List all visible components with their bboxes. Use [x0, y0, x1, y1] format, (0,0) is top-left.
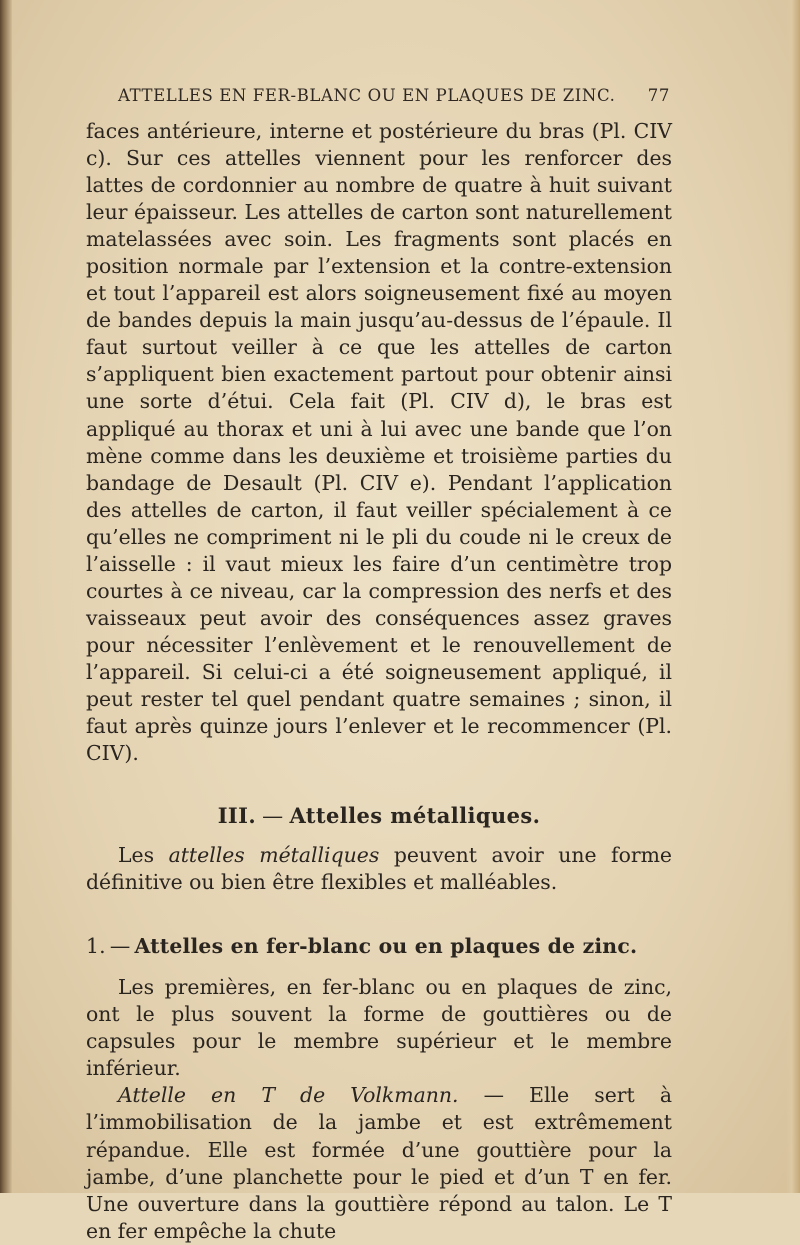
running-title: ATTELLES EN FER-BLANC OU EN PLAQUES DE ZINC. [118, 86, 616, 105]
paragraph-volkmann [86, 1082, 672, 1244]
subsection-number: 1. [86, 934, 106, 959]
paragraph-premieres: Les premières, en fer-blanc ou en plaques de zinc, ont le plus souvent la forme de gouttières ou de capsules pour le membre supérieur et le membre inférieur. [86, 975, 672, 1081]
subsection-title: Attelles en fer-blanc ou en plaques de zinc. [134, 934, 638, 959]
volkmann-title: Attelle en T de Volkmann. [118, 1083, 459, 1108]
paragraph-rest: peuvent avoir une forme définitive ou bien être flexibles et malléables. [86, 843, 673, 895]
page-edge [786, 0, 800, 1193]
paragraph-continuation: faces antérieure, interne et postérieure du bras (Pl. CIV c). Sur ces attelles viennent pour les renforcer des lattes de cordonnier au nombre de quatre à huit suivant leur épaisseur. Les attelles de carton sont naturellement matelassées avec soin. Les fragments sont placés en position normale par l’extension et la contre-extension et tout l’appareil est alors soigneusement fixé au moyen de bandes depuis la main jusqu’au-dessus de l’épaule. Il faut surtout veiller à ce que les attelles de carton s’appliquent bien exactement partout pour obtenir ainsi une sorte d’étui. Cela fait (Pl. CIV d), le bras est appliqué au thorax et uni à lui avec une bande que l’on mène comme dans les deuxième et troisième parties du bandage de Desault (Pl. CIV e). Pendant l’application des attelles de carton, il faut veiller spécialement à ce qu’elles ne compriment ni le pli du coude ni le creux de l’aisselle : il vaut mieux les faire d’un centimètre trop courtes à ce niveau, car la compression des nerfs et des vaisseaux peut avoir des conséquences assez graves pour nécessiter l’enlèvement et le renouvellement de l’appareil. Si celui-ci a été soigneusement appliqué, il peut rester tel quel pendant quatre semaines ; sinon, il faut après quinze jours l’enlever et le recommencer (Pl. CIV). [86, 119, 672, 766]
paragraph-italic-term: attelles métalliques [168, 843, 380, 868]
section-dash: — [262, 804, 284, 829]
running-header [118, 86, 670, 108]
paragraph-lead: Les [118, 843, 155, 868]
volkmann-text: — Elle sert à l’immobilisation de la jambe et est extrêmement répandue. Elle est formée d’une gouttière pour la jambe, d’une planchette pour le pied et d’un T en fer. Une ouverture dans la gouttière répond au talon. Le T en fer empêche la chute [86, 1083, 672, 1243]
section-heading [86, 803, 672, 828]
body-text [86, 118, 672, 1245]
paragraph-intro [86, 842, 672, 896]
section-number: III. [217, 803, 257, 829]
binding-edge [0, 0, 12, 1193]
subsection-heading [86, 934, 672, 958]
section-title: Attelles métalliques. [289, 803, 541, 829]
page-number: 77 [647, 86, 670, 105]
subsection-dash: — [109, 934, 131, 959]
